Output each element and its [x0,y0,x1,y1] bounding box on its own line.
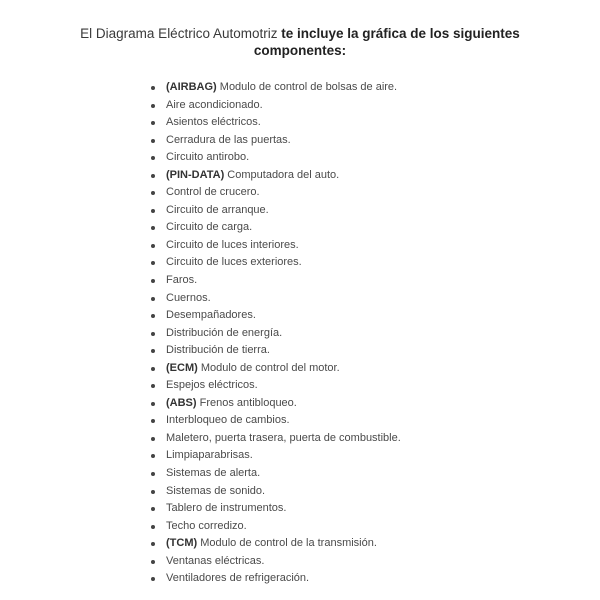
component-text: Aire acondicionado. [166,98,263,111]
list-item [151,447,401,465]
bullet-icon [151,419,155,423]
component-text: Circuito de arranque. [166,203,269,216]
bullet-icon [151,156,155,160]
list-item [151,167,401,185]
list-item [151,325,401,343]
component-text: Faros. [166,274,198,287]
component-text: Tablero de instrumentos. [166,502,287,515]
bullet-icon [151,560,155,564]
bullet-icon [151,577,155,581]
component-text: Modulo de control del motor. [197,361,340,374]
list-item [151,342,401,360]
list-item [151,149,401,167]
list-item [151,237,401,255]
bullet-icon [151,507,155,511]
component-code: (ECM) [166,361,198,374]
heading-bold-line-1: te incluye la gráfica de los siguientes [281,26,520,41]
list-item [151,500,401,518]
list-item [151,553,401,571]
list-item [151,377,401,395]
component-code: (ABS) [166,396,197,409]
component-text: Computadora del auto. [224,168,340,181]
component-text: Circuito de carga. [166,221,253,234]
bullet-icon [151,86,155,90]
bullet-icon [151,261,155,265]
list-item [151,254,401,272]
component-text: Interbloqueo de cambios. [166,414,290,427]
component-text: Distribución de energía. [166,326,283,339]
list-item [151,483,401,501]
component-text: Sistemas de alerta. [166,467,261,480]
component-text: Modulo de control de la transmisión. [197,537,377,550]
list-item [151,114,401,132]
heading-line-1 [0,25,600,42]
list-item [151,79,401,97]
list-item [151,535,401,553]
component-text: Ventanas eléctricas. [166,554,265,567]
bullet-icon [151,349,155,353]
component-code: (TCM) [166,537,198,550]
bullet-icon [151,226,155,230]
list-item [151,570,401,588]
list-item [151,360,401,378]
component-text: Circuito antirobo. [166,151,250,164]
component-text: Asientos eléctricos. [166,116,261,129]
component-code: (AIRBAG) [166,81,217,93]
list-item [151,465,401,483]
list-item [151,202,401,220]
component-text: Cuernos. [166,291,211,304]
list-item [151,272,401,290]
bullet-icon [151,209,155,213]
bullet-icon [151,104,155,108]
component-text: Frenos antibloqueo. [196,396,297,409]
bullet-icon [151,332,155,336]
bullet-icon [151,472,155,476]
bullet-icon [151,279,155,283]
bullet-icon [151,121,155,125]
bullet-icon [151,490,155,494]
component-code: (PIN-DATA) [166,168,225,181]
bullet-icon [151,525,155,529]
heading-bold-line-2: componentes: [253,43,347,58]
component-text: Ventiladores de refrigeración. [166,572,310,585]
page-heading [0,25,600,59]
list-item [151,132,401,150]
component-text: Circuito de luces interiores. [166,238,299,251]
list-item [151,219,401,237]
list-item [151,290,401,308]
bullet-icon [151,384,155,388]
bullet-icon [151,314,155,318]
component-text: Techo corredizo. [166,519,247,532]
list-item [151,430,401,448]
component-text: Espejos eléctricos. [166,379,258,392]
bullet-icon [151,367,155,371]
component-text: Circuito de luces exteriores. [166,256,302,269]
list-item [151,184,401,202]
list-item [151,412,401,430]
heading-line-2 [0,42,600,59]
component-text: Control de crucero. [166,186,260,199]
component-text: Modulo de control de bolsas de aire. [216,81,398,93]
bullet-icon [151,297,155,301]
bullet-icon [151,542,155,546]
component-text: Distribución de tierra. [166,344,270,357]
component-text: Sistemas de sonido. [166,484,266,497]
bullet-icon [151,437,155,441]
list-item [151,395,401,413]
component-text: Desempañadores. [166,309,256,322]
list-item [151,518,401,536]
bullet-icon [151,402,155,406]
bullet-icon [151,244,155,248]
heading-prefix: El Diagrama Eléctrico Automotriz [80,26,282,41]
component-text: Cerradura de las puertas. [166,133,291,146]
component-text: Maletero, puerta trasera, puerta de combustible. [166,431,401,444]
component-list [151,79,401,588]
list-item [151,307,401,325]
bullet-icon [151,174,155,178]
bullet-icon [151,191,155,195]
bullet-icon [151,139,155,143]
bullet-icon [151,454,155,458]
component-text: Limpiaparabrisas. [166,449,253,462]
list-item [151,97,401,115]
